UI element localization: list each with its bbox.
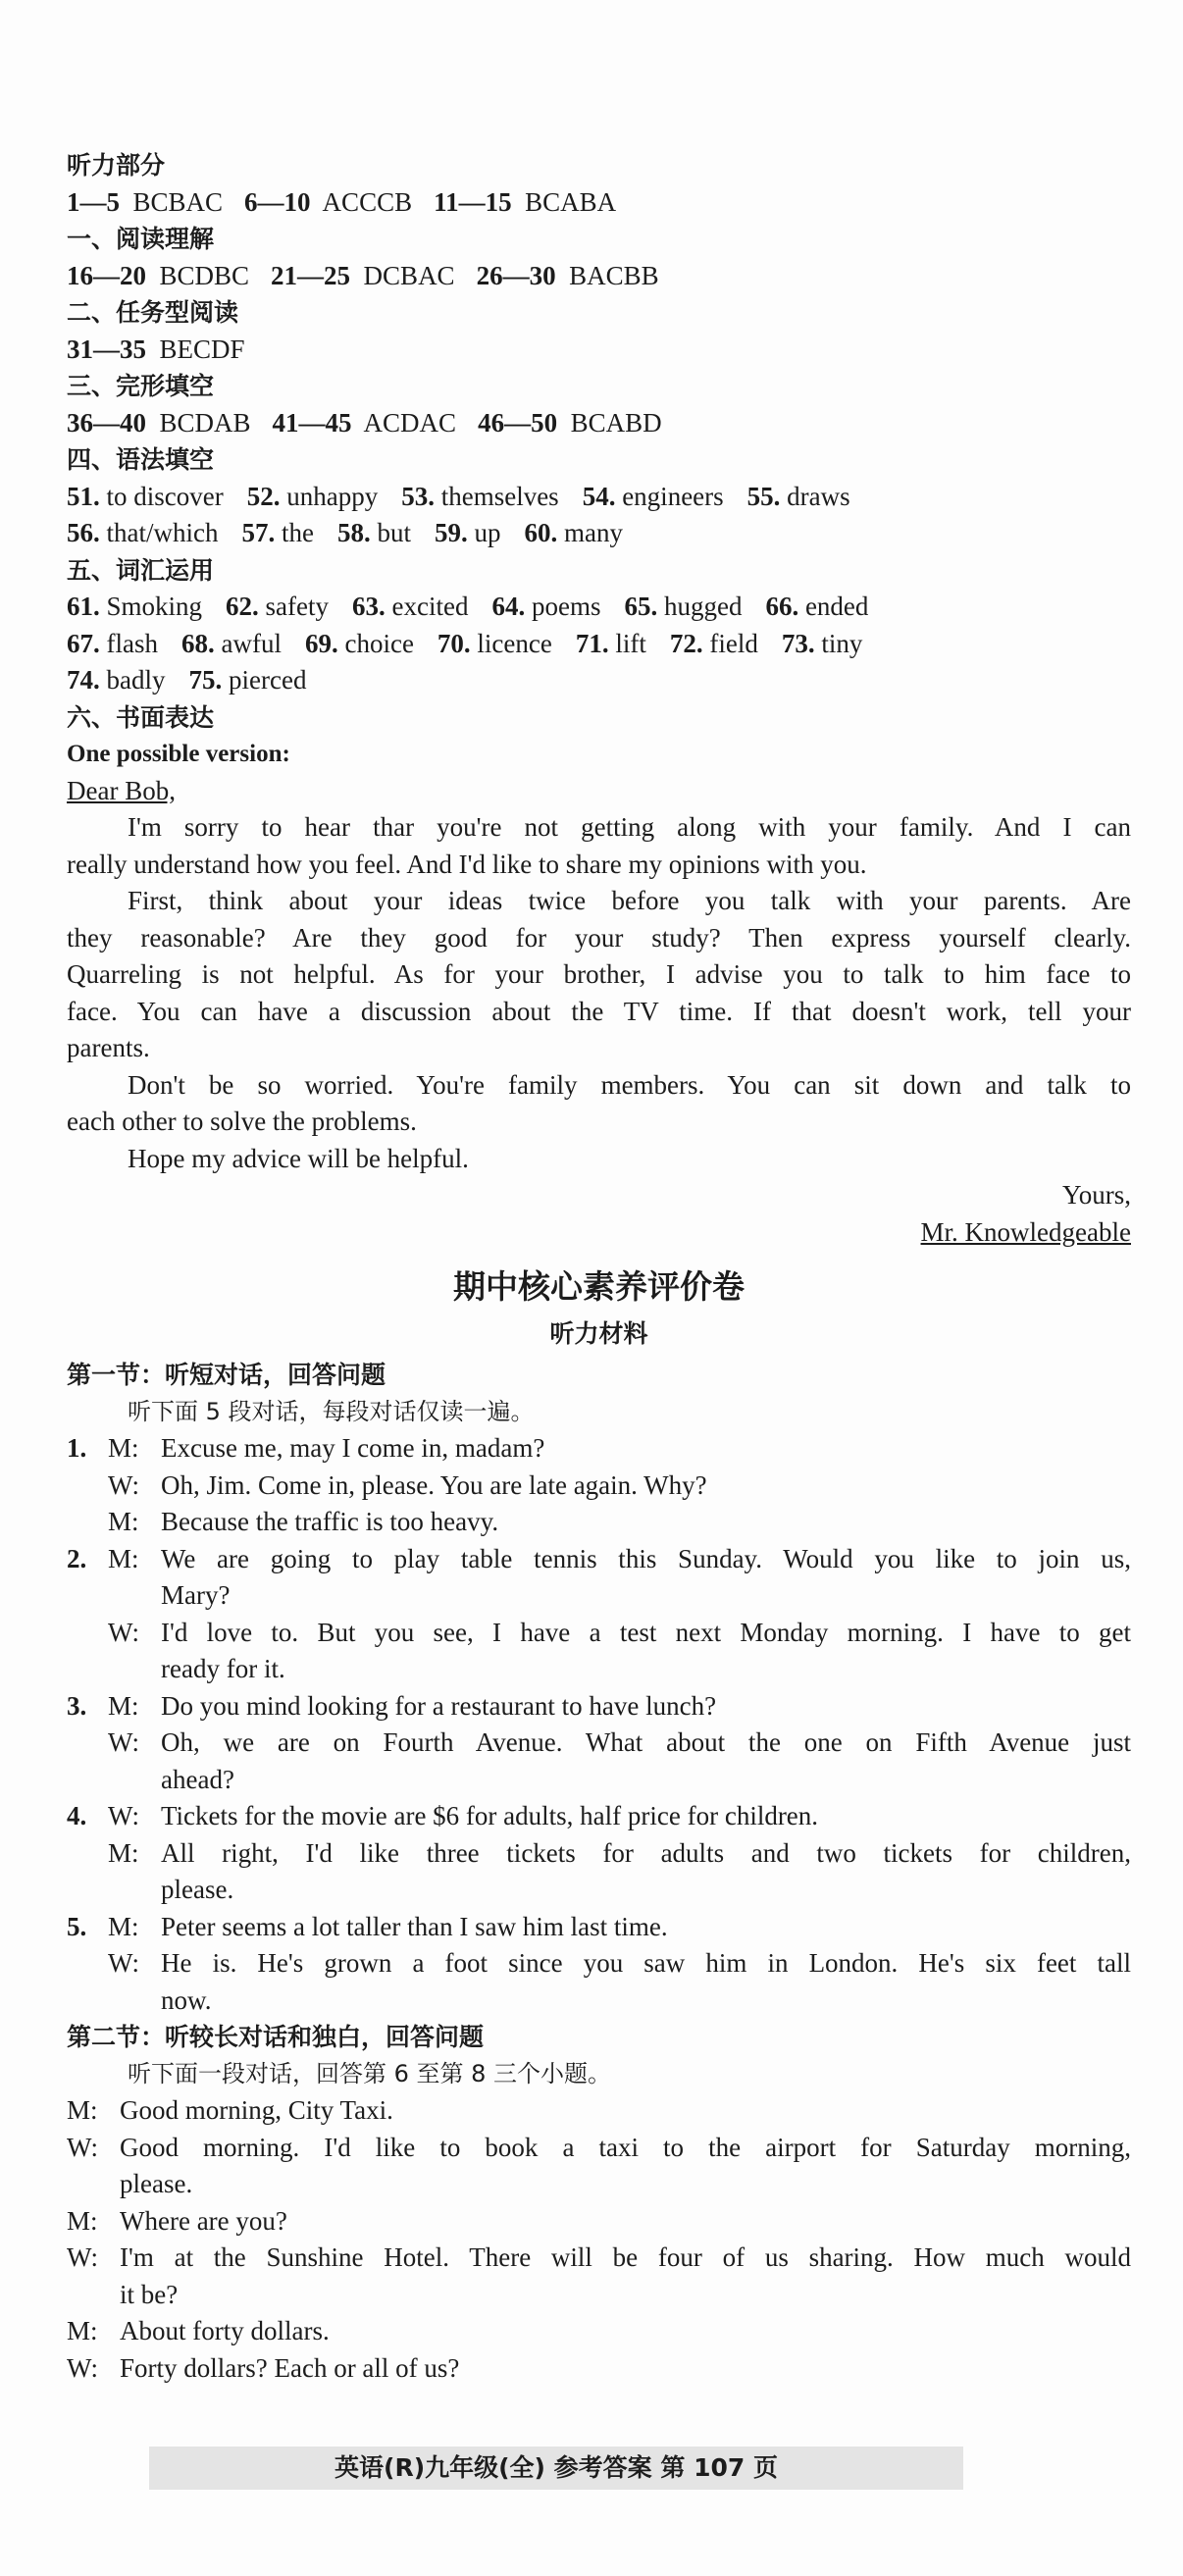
dialog-number: 4. — [67, 1801, 87, 1830]
item-number: 75. — [188, 665, 223, 695]
item-answer: excited — [385, 592, 469, 621]
item-answer: pierced — [222, 665, 307, 695]
grammar-heading: 四、语法填空 — [67, 445, 215, 474]
speaker-label: W: — [108, 1801, 139, 1830]
reading-heading: 一、阅读理解 — [67, 225, 215, 253]
item-number: 64. — [491, 592, 526, 621]
dialog-text-line: now. — [161, 1984, 212, 2015]
item-number: 65. — [624, 592, 658, 621]
dialog-line — [67, 1725, 1131, 1798]
dialog-line — [67, 2130, 1131, 2203]
dialog-text-line: Oh, we are on Fourth Avenue. What about the one on Fifth Avenue just — [161, 1727, 1131, 1757]
dialog-text-line: ready for it. — [161, 1654, 285, 1683]
dialog-line — [67, 2240, 1131, 2313]
grammar-answers-1 — [67, 479, 1131, 516]
dialog-text-line: Where are you? — [120, 2205, 287, 2236]
task-answers: 31—35 BECDF — [67, 334, 245, 364]
speaker-label: M: — [67, 2205, 98, 2236]
dialog-line — [67, 1945, 1131, 2019]
speaker-label: W: — [108, 1617, 139, 1647]
item-number: 57. — [241, 518, 276, 547]
dialog-line — [67, 2313, 1131, 2350]
dialog-text-line: Oh, Jim. Come in, please. You are late again. Why? — [161, 1469, 707, 1500]
item-number: 70. — [437, 628, 471, 658]
dialog-line — [67, 2203, 1131, 2241]
item-answer: field — [702, 628, 758, 658]
cloze-answers: 36—40 BCDAB 41—45 ACDAC 46—50 BCABD — [67, 407, 662, 438]
speaker-label: W: — [108, 1948, 139, 1978]
dialog-line — [67, 2092, 1131, 2130]
item-answer: engineers — [615, 481, 724, 511]
reading-answers: 16—20 BCDBC 21—25 DCBAC 26—30 BACBB — [67, 260, 659, 290]
paragraph-line: Don't be so worried. You're family members. You can sit down and talk to — [128, 1069, 1131, 1100]
version-label: One possible version: — [67, 741, 290, 767]
paragraph-line: they reasonable? Are they good for your study? Then express yourself clearly. — [67, 922, 1131, 953]
dialog-text-line: ahead? — [161, 1764, 234, 1794]
exam-title: 期中核心素养评价卷 — [453, 1267, 745, 1306]
dialog-line — [67, 1835, 1131, 1909]
item-answer: safety — [258, 592, 329, 621]
paragraph-line: really understand how you feel. And I'd like to share my opinions with you. — [67, 849, 867, 879]
page-footer: 英语(R)九年级(全) 参考答案 第 107 页 — [149, 2447, 963, 2490]
dialog-text-line: it be? — [120, 2279, 179, 2309]
dialog-text-line: He is. He's grown a foot since you saw him in London. He's six feet tall — [161, 1948, 1131, 1978]
vocab-answers-2 — [67, 626, 1131, 663]
item-answer: themselves — [434, 481, 559, 511]
greeting-text: Dear Bob, — [67, 775, 176, 805]
item-answer: awful — [214, 628, 282, 658]
letter-signature — [67, 1214, 1131, 1252]
item-answer: poems — [525, 592, 601, 621]
dialog-line — [67, 1541, 1131, 1615]
item-number: 74. — [67, 665, 100, 695]
item-answer: to discover — [99, 481, 224, 511]
item-answer: that/which — [99, 518, 219, 547]
item-number: 72. — [669, 628, 703, 658]
paragraph-line: Quarreling is not helpful. As for your brother, I advise you to talk to him face to — [67, 959, 1131, 989]
item-number: 58. — [336, 518, 371, 547]
signature-text: Mr. Knowledgeable — [920, 1216, 1131, 1247]
dialog-text-line: Good morning. I'd like to book a taxi to the airport for Saturday morning, — [120, 2132, 1131, 2162]
exam-subtitle: 听力材料 — [549, 1319, 648, 1348]
speaker-label: M: — [108, 1911, 139, 1941]
speaker-label: M: — [108, 1543, 139, 1573]
item-number: 62. — [226, 592, 259, 621]
speaker-label: W: — [67, 2132, 98, 2162]
grammar-answers-2 — [67, 515, 1131, 552]
vocab-answers-1 — [67, 589, 1131, 626]
item-number: 59. — [435, 518, 468, 547]
item-number: 56. — [67, 518, 100, 547]
item-answer: lift — [608, 628, 646, 658]
item-answer: flash — [99, 628, 158, 658]
speaker-label: M: — [108, 1507, 139, 1536]
letter-closing: Yours, — [1061, 1180, 1131, 1210]
speaker-label: M: — [67, 2316, 98, 2345]
dialog-number: 5. — [67, 1911, 87, 1941]
short-dialogs — [67, 1430, 1131, 2019]
section1-instruction: 听下面 5 段对话，每段对话仅读一遍。 — [128, 1397, 535, 1425]
task-heading: 二、任务型阅读 — [67, 298, 239, 327]
section2-instruction: 听下面一段对话，回答第 6 至第 8 三个小题。 — [128, 2059, 612, 2087]
long-dialog — [67, 2092, 1131, 2387]
dialog-text-line: Good morning, City Taxi. — [120, 2095, 393, 2125]
dialog-line — [67, 1909, 1131, 1946]
letter-paragraph-2 — [67, 883, 1131, 1067]
dialog-text-line: Mary? — [161, 1580, 231, 1610]
page-content — [67, 147, 1131, 2387]
writing-heading: 六、书面表达 — [67, 702, 215, 732]
dialog-text-line: Do you mind looking for a restaurant to have lunch? — [161, 1690, 717, 1721]
item-number: 73. — [781, 628, 815, 658]
item-number: 55. — [746, 481, 781, 511]
speaker-label: M: — [108, 1690, 139, 1721]
item-answer: licence — [470, 628, 552, 658]
speaker-label: M: — [108, 1433, 139, 1463]
paragraph-line: face. You can have a discussion about the TV time. If that doesn't work, tell your — [67, 996, 1131, 1026]
item-answer: tiny — [814, 628, 863, 658]
item-number: 61. — [67, 592, 100, 621]
speaker-label: W: — [67, 2352, 98, 2383]
item-answer: ended — [798, 592, 869, 621]
dialog-text-line: I'd love to. But you see, I have a test next Monday morning. I have to get — [161, 1617, 1131, 1647]
item-answer: hugged — [657, 592, 743, 621]
item-number: 71. — [575, 628, 609, 658]
dialog-line — [67, 1688, 1131, 1726]
letter-paragraph-3 — [67, 1067, 1131, 1141]
letter-greeting — [67, 773, 1131, 810]
item-number: 60. — [524, 518, 558, 547]
speaker-label: W: — [108, 1469, 139, 1500]
section2-heading: 第二节：听较长对话和独白，回答问题 — [67, 2023, 485, 2051]
vocab-answers-3 — [67, 662, 1131, 699]
dialog-text-line: Because the traffic is too heavy. — [161, 1507, 499, 1536]
dialog-text-line: I'm at the Sunshine Hotel. There will be four of us sharing. How much would — [120, 2242, 1131, 2272]
speaker-label: W: — [67, 2242, 98, 2272]
dialog-text-line: Tickets for the movie are $6 for adults, half price for children. — [161, 1801, 819, 1830]
dialog-line — [67, 2350, 1131, 2388]
item-number: 68. — [180, 628, 215, 658]
item-number: 69. — [304, 628, 338, 658]
dialog-text-line: please. — [120, 2169, 193, 2198]
cloze-heading: 三、完形填空 — [67, 372, 215, 400]
dialog-text-line: We are going to play table tennis this Sunday. Would you like to join us, — [161, 1543, 1131, 1573]
item-number: 52. — [246, 481, 281, 511]
item-number: 66. — [765, 592, 799, 621]
listening-heading: 听力部分 — [67, 151, 166, 180]
item-number: 53. — [401, 481, 435, 511]
paragraph-line: parents. — [67, 1033, 150, 1062]
dialog-text-line: Forty dollars? Each or all of us? — [120, 2352, 460, 2383]
paragraph-line: I'm sorry to hear thar you're not getting along with your family. And I can — [128, 812, 1131, 842]
dialog-text-line: About forty dollars. — [120, 2316, 330, 2345]
dialog-number: 2. — [67, 1543, 87, 1573]
item-answer: but — [370, 518, 411, 547]
item-answer: choice — [337, 628, 414, 658]
dialog-text-line: Peter seems a lot taller than I saw him last time. — [161, 1911, 668, 1941]
dialog-text-line: All right, I'd like three tickets for adults and two tickets for children, — [161, 1837, 1131, 1868]
paragraph-line: each other to solve the problems. — [67, 1107, 417, 1136]
dialog-text-line: please. — [161, 1875, 234, 1904]
section1-heading: 第一节：听短对话，回答问题 — [67, 1361, 386, 1389]
dialog-line — [67, 1468, 1131, 1505]
letter-paragraph-4: Hope my advice will be helpful. — [128, 1143, 469, 1173]
paragraph-line: First, think about your ideas twice before you talk with your parents. Are — [128, 886, 1131, 915]
speaker-label: M: — [108, 1837, 139, 1868]
item-answer: the — [275, 518, 314, 547]
item-answer: unhappy — [280, 481, 379, 511]
vocab-heading: 五、词汇运用 — [67, 555, 215, 585]
dialog-line — [67, 1430, 1131, 1468]
item-number: 63. — [352, 592, 386, 621]
item-answer: Smoking — [99, 592, 203, 621]
item-answer: draws — [780, 481, 850, 511]
item-number: 54. — [582, 481, 616, 511]
item-number: 67. — [67, 628, 100, 658]
dialog-line — [67, 1615, 1131, 1688]
speaker-label: M: — [67, 2095, 98, 2125]
dialog-number: 3. — [67, 1690, 87, 1721]
item-answer: badly — [99, 665, 166, 695]
item-number: 51. — [67, 481, 100, 511]
dialog-line — [67, 1798, 1131, 1835]
dialog-text-line: Excuse me, may I come in, madam? — [161, 1433, 545, 1463]
listening-answers: 1—5 BCBAC 6—10 ACCCB 11—15 BCABA — [67, 186, 617, 217]
dialog-line — [67, 1504, 1131, 1541]
speaker-label: W: — [108, 1727, 139, 1757]
item-answer: up — [467, 518, 501, 547]
item-answer: many — [557, 518, 623, 547]
dialog-number: 1. — [67, 1433, 87, 1463]
letter-paragraph-1 — [67, 809, 1131, 883]
